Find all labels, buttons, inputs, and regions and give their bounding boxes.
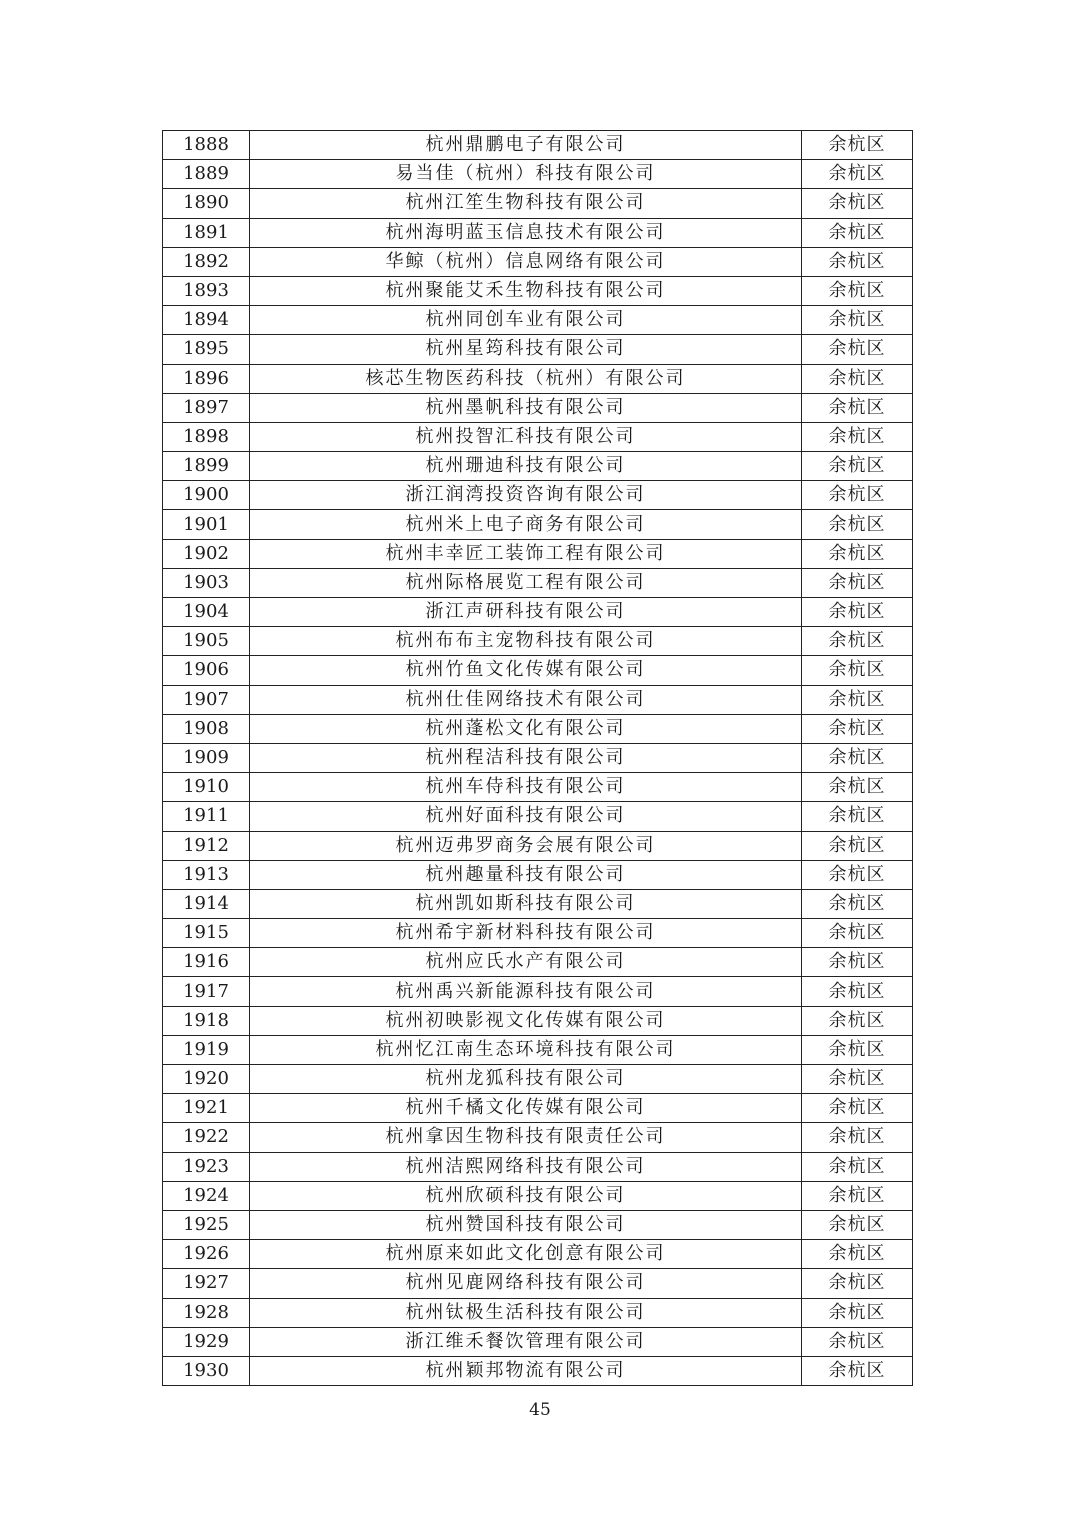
company-name-cell: 杭州星筠科技有限公司	[250, 335, 802, 364]
table-row	[163, 919, 913, 948]
row-number-cell: 1929	[163, 1327, 250, 1356]
district-cell: 余杭区	[802, 889, 913, 918]
company-name-cell: 杭州投智汇科技有限公司	[250, 422, 802, 451]
table-row	[163, 160, 913, 189]
company-name-cell: 杭州希宇新材料科技有限公司	[250, 919, 802, 948]
row-number-cell: 1900	[163, 481, 250, 510]
company-name-cell: 浙江润湾投资咨询有限公司	[250, 481, 802, 510]
company-name-cell: 杭州趣量科技有限公司	[250, 860, 802, 889]
company-list-table	[162, 130, 913, 1386]
company-name-cell: 杭州竹鱼文化传媒有限公司	[250, 656, 802, 685]
row-number-cell: 1909	[163, 743, 250, 772]
company-name-cell: 杭州欣硕科技有限公司	[250, 1181, 802, 1210]
district-cell: 余杭区	[802, 627, 913, 656]
district-cell: 余杭区	[802, 364, 913, 393]
company-name-cell: 杭州凯如斯科技有限公司	[250, 889, 802, 918]
company-name-cell: 杭州洁熙网络科技有限公司	[250, 1152, 802, 1181]
company-name-cell: 杭州丰幸匠工装饰工程有限公司	[250, 539, 802, 568]
district-cell: 余杭区	[802, 510, 913, 539]
row-number-cell: 1906	[163, 656, 250, 685]
table-row	[163, 743, 913, 772]
page-number: 45	[529, 1400, 551, 1420]
company-name-cell: 杭州江笙生物科技有限公司	[250, 189, 802, 218]
company-name-cell: 杭州龙狐科技有限公司	[250, 1065, 802, 1094]
row-number-cell: 1919	[163, 1035, 250, 1064]
district-cell: 余杭区	[802, 131, 913, 160]
row-number-cell: 1923	[163, 1152, 250, 1181]
table-row	[163, 1298, 913, 1327]
district-cell: 余杭区	[802, 1327, 913, 1356]
table-row	[163, 1006, 913, 1035]
table-row	[163, 1240, 913, 1269]
row-number-cell: 1922	[163, 1123, 250, 1152]
table-row	[163, 1123, 913, 1152]
row-number-cell: 1894	[163, 306, 250, 335]
district-cell: 余杭区	[802, 452, 913, 481]
row-number-cell: 1907	[163, 685, 250, 714]
row-number-cell: 1898	[163, 422, 250, 451]
table-row	[163, 568, 913, 597]
district-cell: 余杭区	[802, 247, 913, 276]
district-cell: 余杭区	[802, 1210, 913, 1239]
district-cell: 余杭区	[802, 802, 913, 831]
table-row	[163, 627, 913, 656]
district-cell: 余杭区	[802, 656, 913, 685]
company-name-cell: 核芯生物医药科技（杭州）有限公司	[250, 364, 802, 393]
table-row	[163, 539, 913, 568]
table-row	[163, 1327, 913, 1356]
table-row	[163, 306, 913, 335]
district-cell: 余杭区	[802, 218, 913, 247]
company-name-cell: 杭州好面科技有限公司	[250, 802, 802, 831]
district-cell: 余杭区	[802, 977, 913, 1006]
row-number-cell: 1926	[163, 1240, 250, 1269]
company-name-cell: 杭州千橘文化传媒有限公司	[250, 1094, 802, 1123]
district-cell: 余杭区	[802, 189, 913, 218]
district-cell: 余杭区	[802, 422, 913, 451]
district-cell: 余杭区	[802, 743, 913, 772]
table-row	[163, 1356, 913, 1385]
district-cell: 余杭区	[802, 1006, 913, 1035]
company-name-cell: 华鲸（杭州）信息网络有限公司	[250, 247, 802, 276]
table-row	[163, 802, 913, 831]
table-row	[163, 773, 913, 802]
row-number-cell: 1905	[163, 627, 250, 656]
district-cell: 余杭区	[802, 831, 913, 860]
row-number-cell: 1904	[163, 598, 250, 627]
company-name-cell: 杭州海明蓝玉信息技术有限公司	[250, 218, 802, 247]
district-cell: 余杭区	[802, 1123, 913, 1152]
district-cell: 余杭区	[802, 1240, 913, 1269]
table-row	[163, 510, 913, 539]
company-name-cell: 杭州钛极生活科技有限公司	[250, 1298, 802, 1327]
table-row	[163, 393, 913, 422]
row-number-cell: 1915	[163, 919, 250, 948]
district-cell: 余杭区	[802, 276, 913, 305]
row-number-cell: 1892	[163, 247, 250, 276]
row-number-cell: 1910	[163, 773, 250, 802]
company-name-cell: 浙江声研科技有限公司	[250, 598, 802, 627]
district-cell: 余杭区	[802, 1152, 913, 1181]
district-cell: 余杭区	[802, 1298, 913, 1327]
company-name-cell: 杭州禹兴新能源科技有限公司	[250, 977, 802, 1006]
table-row	[163, 189, 913, 218]
company-name-cell: 杭州迈弗罗商务会展有限公司	[250, 831, 802, 860]
company-name-cell: 杭州际格展览工程有限公司	[250, 568, 802, 597]
district-cell: 余杭区	[802, 160, 913, 189]
table-row	[163, 948, 913, 977]
company-name-cell: 杭州聚能艾禾生物科技有限公司	[250, 276, 802, 305]
district-cell: 余杭区	[802, 1065, 913, 1094]
table-row	[163, 977, 913, 1006]
row-number-cell: 1896	[163, 364, 250, 393]
table-row	[163, 276, 913, 305]
company-name-cell: 易当佳（杭州）科技有限公司	[250, 160, 802, 189]
company-name-cell: 杭州原来如此文化创意有限公司	[250, 1240, 802, 1269]
company-name-cell: 杭州仕佳网络技术有限公司	[250, 685, 802, 714]
company-name-cell: 杭州见鹿网络科技有限公司	[250, 1269, 802, 1298]
row-number-cell: 1889	[163, 160, 250, 189]
company-name-cell: 杭州同创车业有限公司	[250, 306, 802, 335]
table-row	[163, 714, 913, 743]
company-name-cell: 杭州布布主宠物科技有限公司	[250, 627, 802, 656]
row-number-cell: 1916	[163, 948, 250, 977]
company-name-cell: 杭州初映影视文化传媒有限公司	[250, 1006, 802, 1035]
company-name-cell: 浙江维禾餐饮管理有限公司	[250, 1327, 802, 1356]
company-name-cell: 杭州米上电子商务有限公司	[250, 510, 802, 539]
table-row	[163, 1035, 913, 1064]
district-cell: 余杭区	[802, 860, 913, 889]
table-row	[163, 247, 913, 276]
table-row	[163, 364, 913, 393]
table-row	[163, 685, 913, 714]
table-row	[163, 422, 913, 451]
row-number-cell: 1903	[163, 568, 250, 597]
row-number-cell: 1924	[163, 1181, 250, 1210]
company-name-cell: 杭州忆江南生态环境科技有限公司	[250, 1035, 802, 1064]
district-cell: 余杭区	[802, 1269, 913, 1298]
company-name-cell: 杭州拿因生物科技有限责任公司	[250, 1123, 802, 1152]
row-number-cell: 1888	[163, 131, 250, 160]
table-row	[163, 218, 913, 247]
table-body	[163, 131, 913, 1386]
row-number-cell: 1901	[163, 510, 250, 539]
table-row	[163, 481, 913, 510]
row-number-cell: 1899	[163, 452, 250, 481]
row-number-cell: 1912	[163, 831, 250, 860]
table-row	[163, 831, 913, 860]
table-row	[163, 1269, 913, 1298]
table-row	[163, 452, 913, 481]
row-number-cell: 1891	[163, 218, 250, 247]
row-number-cell: 1911	[163, 802, 250, 831]
district-cell: 余杭区	[802, 685, 913, 714]
district-cell: 余杭区	[802, 335, 913, 364]
company-name-cell: 杭州应氏水产有限公司	[250, 948, 802, 977]
company-name-cell: 杭州墨帆科技有限公司	[250, 393, 802, 422]
row-number-cell: 1914	[163, 889, 250, 918]
row-number-cell: 1902	[163, 539, 250, 568]
district-cell: 余杭区	[802, 773, 913, 802]
district-cell: 余杭区	[802, 1035, 913, 1064]
district-cell: 余杭区	[802, 568, 913, 597]
district-cell: 余杭区	[802, 306, 913, 335]
district-cell: 余杭区	[802, 481, 913, 510]
company-name-cell: 杭州车侍科技有限公司	[250, 773, 802, 802]
table-row	[163, 1065, 913, 1094]
company-name-cell: 杭州珊迪科技有限公司	[250, 452, 802, 481]
district-cell: 余杭区	[802, 714, 913, 743]
company-name-cell: 杭州颖邦物流有限公司	[250, 1356, 802, 1385]
table-row	[163, 1210, 913, 1239]
row-number-cell: 1921	[163, 1094, 250, 1123]
table-row	[163, 889, 913, 918]
row-number-cell: 1927	[163, 1269, 250, 1298]
row-number-cell: 1917	[163, 977, 250, 1006]
row-number-cell: 1930	[163, 1356, 250, 1385]
table-row	[163, 1094, 913, 1123]
district-cell: 余杭区	[802, 1181, 913, 1210]
table-row	[163, 1181, 913, 1210]
district-cell: 余杭区	[802, 919, 913, 948]
district-cell: 余杭区	[802, 1094, 913, 1123]
row-number-cell: 1928	[163, 1298, 250, 1327]
row-number-cell: 1893	[163, 276, 250, 305]
table-row	[163, 860, 913, 889]
table-row	[163, 335, 913, 364]
district-cell: 余杭区	[802, 598, 913, 627]
table-row	[163, 131, 913, 160]
district-cell: 余杭区	[802, 393, 913, 422]
row-number-cell: 1925	[163, 1210, 250, 1239]
row-number-cell: 1918	[163, 1006, 250, 1035]
row-number-cell: 1920	[163, 1065, 250, 1094]
company-name-cell: 杭州鼎鹏电子有限公司	[250, 131, 802, 160]
row-number-cell: 1895	[163, 335, 250, 364]
company-name-cell: 杭州赞国科技有限公司	[250, 1210, 802, 1239]
district-cell: 余杭区	[802, 539, 913, 568]
table-row	[163, 1152, 913, 1181]
table-row	[163, 598, 913, 627]
row-number-cell: 1908	[163, 714, 250, 743]
district-cell: 余杭区	[802, 1356, 913, 1385]
company-name-cell: 杭州程洁科技有限公司	[250, 743, 802, 772]
company-name-cell: 杭州蓬松文化有限公司	[250, 714, 802, 743]
row-number-cell: 1913	[163, 860, 250, 889]
row-number-cell: 1890	[163, 189, 250, 218]
district-cell: 余杭区	[802, 948, 913, 977]
table-row	[163, 656, 913, 685]
row-number-cell: 1897	[163, 393, 250, 422]
